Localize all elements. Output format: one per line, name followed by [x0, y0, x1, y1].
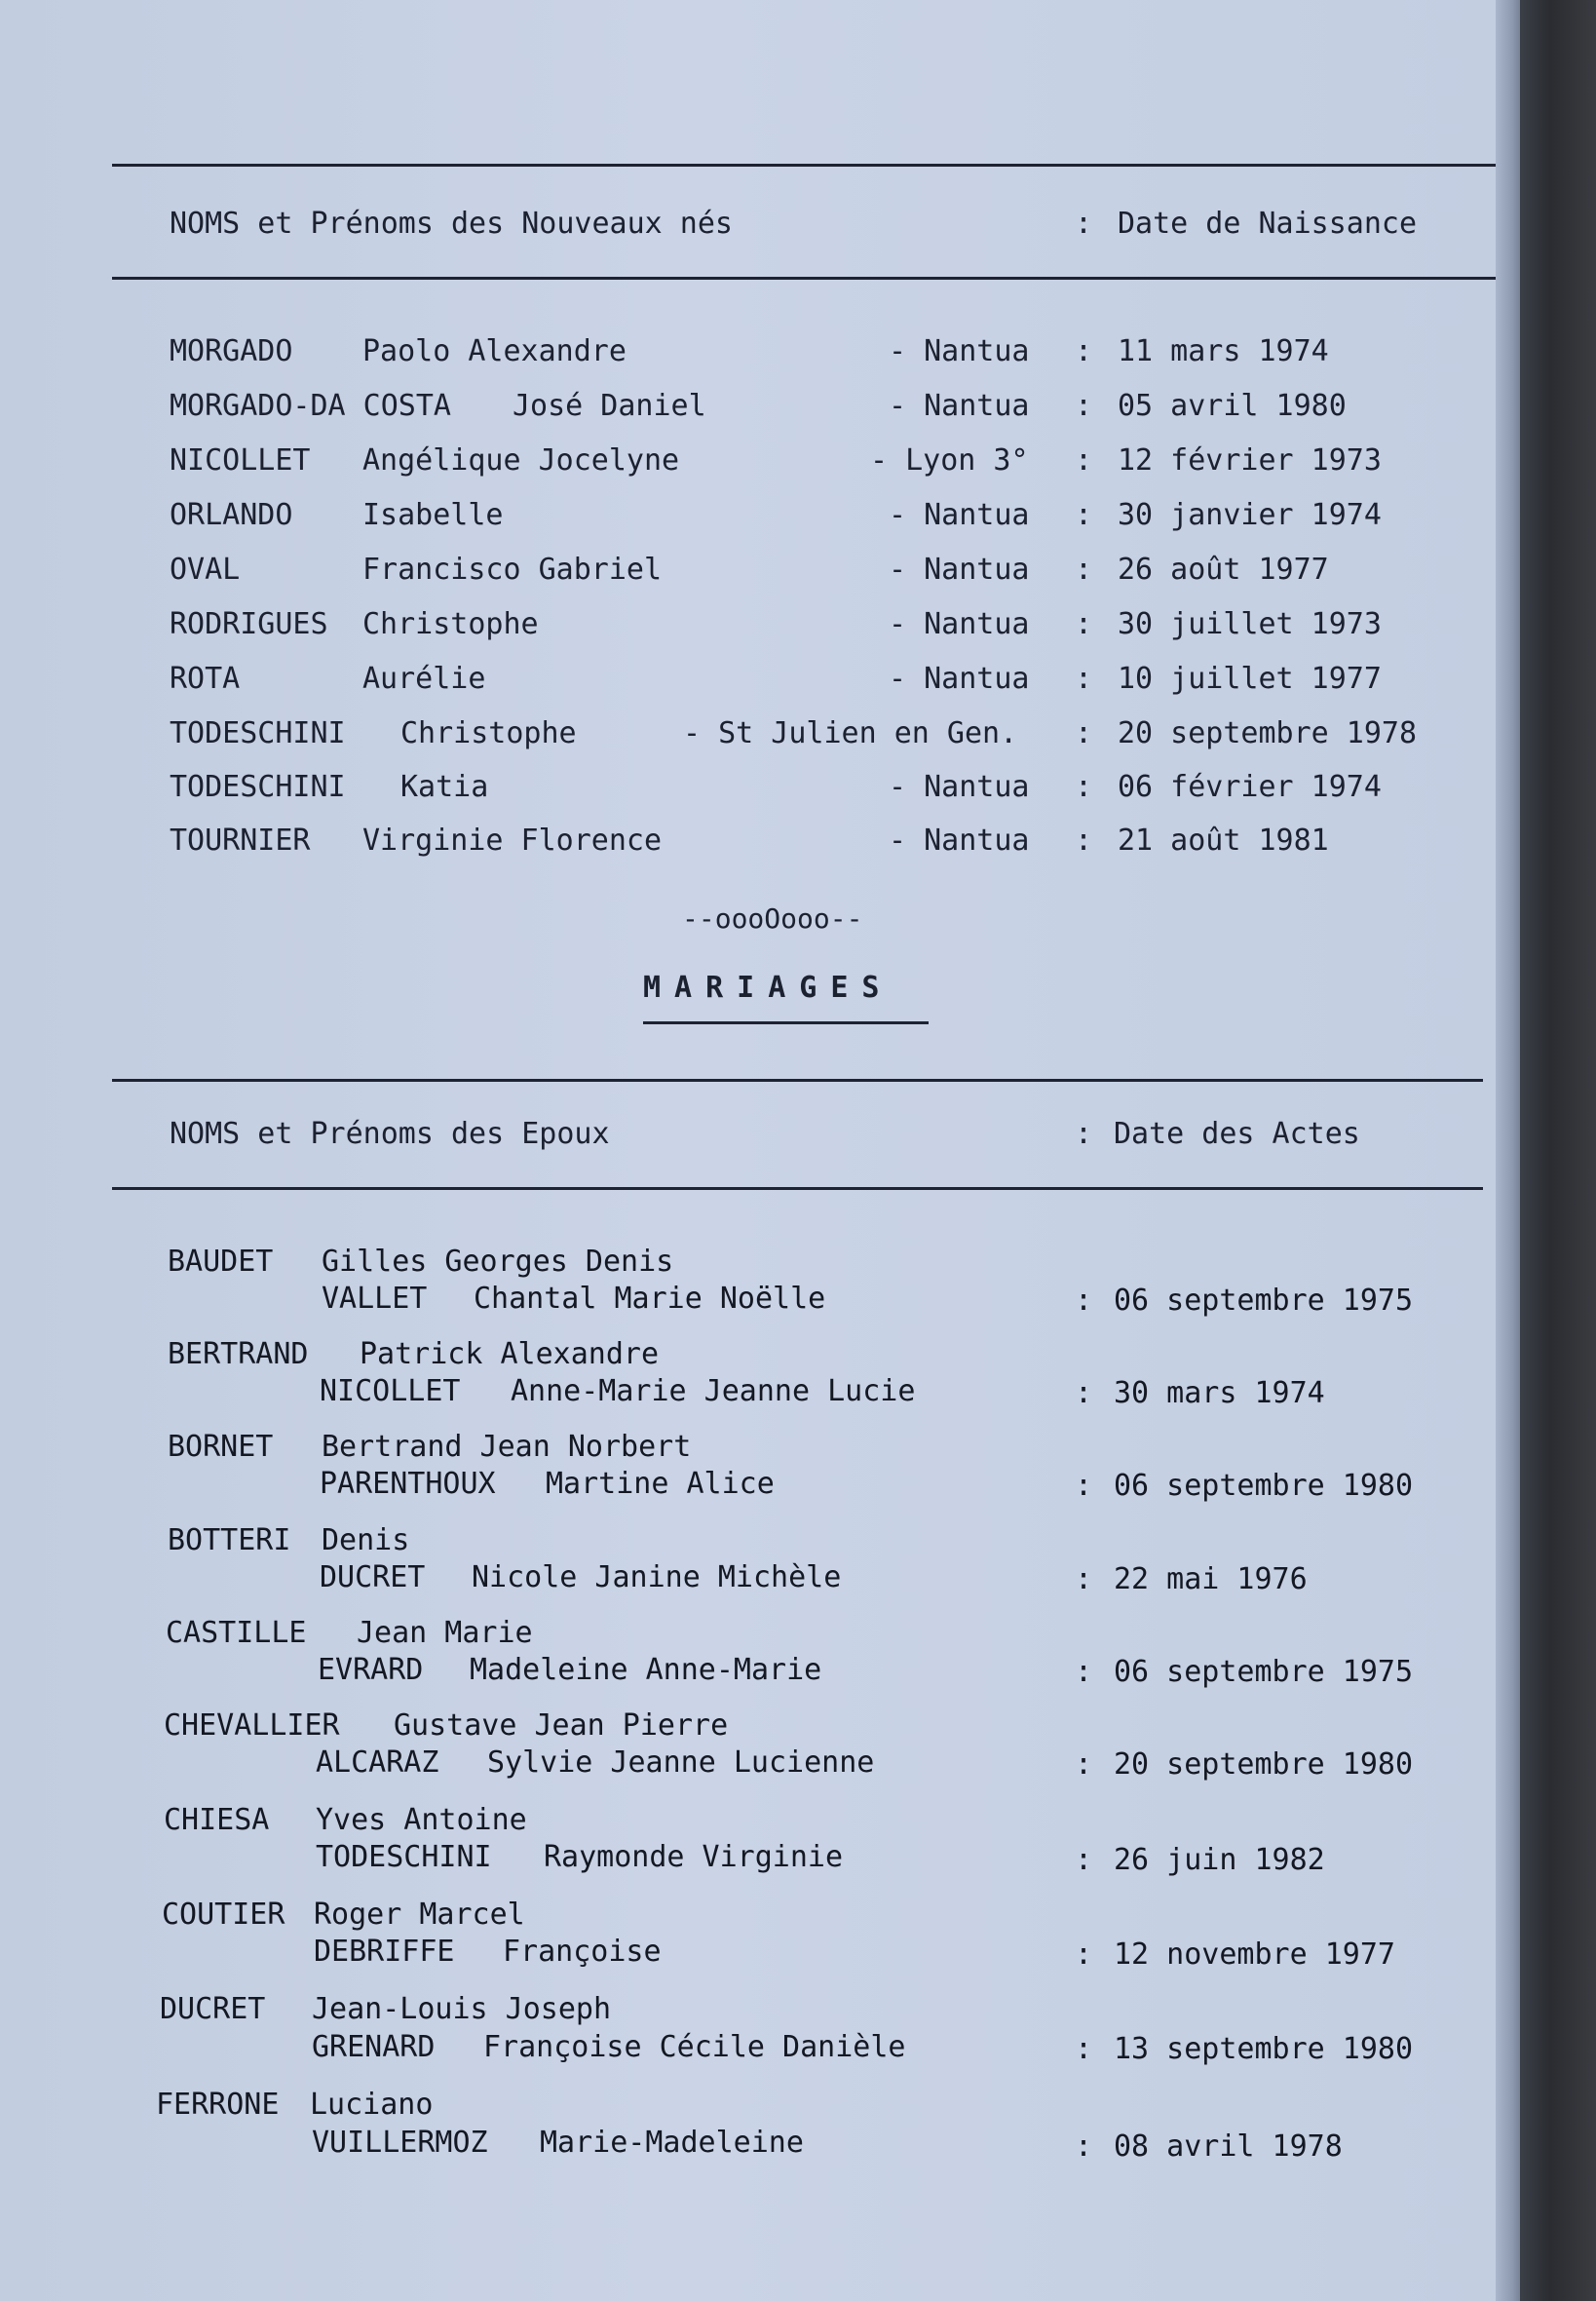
marriages-title: MARIAGES: [643, 971, 893, 1005]
wife-surname: PARENTHOUX: [320, 1467, 496, 1501]
marriage-date: 22 mai 1976: [1114, 1562, 1308, 1596]
birth-surname: NICOLLET: [170, 443, 311, 478]
marriage-date: 12 novembre 1977: [1114, 1937, 1395, 1972]
marriages-title-underline: [643, 1021, 929, 1024]
birth-colon: :: [1075, 662, 1093, 696]
wife-given-name: Marie-Madeleine: [540, 2126, 804, 2160]
births-header-colon: :: [1075, 207, 1093, 241]
marriage-colon: :: [1075, 2129, 1093, 2164]
husband-given-name: Gustave Jean Pierre: [394, 1708, 729, 1743]
wife-given-name: Françoise Cécile Danièle: [483, 2030, 906, 2064]
husband-given-name: Luciano: [310, 2088, 434, 2122]
birth-place: - Nantua: [889, 553, 1030, 587]
marriage-date: 06 septembre 1975: [1114, 1655, 1414, 1689]
marriage-colon: :: [1075, 1376, 1093, 1410]
wife-given-name: Madeleine Anne-Marie: [470, 1653, 822, 1687]
birth-date: 10 juillet 1977: [1118, 662, 1382, 696]
marriage-date: 06 septembre 1975: [1114, 1284, 1414, 1318]
birth-colon: :: [1075, 607, 1093, 641]
birth-colon: :: [1075, 553, 1093, 587]
husband-surname: DUCRET: [160, 1992, 266, 2026]
wife-surname: NICOLLET: [320, 1374, 461, 1408]
birth-date: 21 août 1981: [1118, 824, 1329, 858]
wife-surname: DUCRET: [320, 1560, 426, 1594]
husband-surname: COUTIER: [162, 1898, 285, 1932]
husband-surname: BERTRAND: [168, 1337, 309, 1371]
section-separator: --oooOooo--: [682, 902, 863, 935]
birth-given-name: José Daniel: [513, 389, 706, 423]
marriage-date: 08 avril 1978: [1114, 2129, 1343, 2164]
birth-date: 11 mars 1974: [1118, 334, 1329, 368]
birth-place: - Nantua: [889, 770, 1030, 804]
birth-surname: TODESCHINI: [170, 716, 346, 750]
marriage-date: 30 mars 1974: [1114, 1376, 1325, 1410]
husband-given-name: Jean-Louis Joseph: [312, 1992, 612, 2026]
marriage-colon: :: [1075, 1469, 1093, 1503]
birth-place: - Nantua: [889, 607, 1030, 641]
husband-surname: CHEVALLIER: [164, 1708, 340, 1743]
birth-place: - Nantua: [889, 334, 1030, 368]
wife-surname: GRENARD: [312, 2030, 436, 2064]
marriage-colon: :: [1075, 1937, 1093, 1972]
birth-given-name: Virginie Florence: [362, 824, 663, 858]
wife-given-name: Sylvie Jeanne Lucienne: [487, 1745, 875, 1780]
birth-colon: :: [1075, 389, 1093, 423]
birth-surname: RODRIGUES: [170, 607, 328, 641]
marriages-header-colon: :: [1075, 1117, 1093, 1151]
wife-given-name: Chantal Marie Noëlle: [474, 1282, 826, 1316]
birth-date: 30 janvier 1974: [1118, 498, 1382, 532]
birth-given-name: Aurélie: [362, 662, 486, 696]
wife-surname: ALCARAZ: [316, 1745, 439, 1780]
birth-place: - St Julien en Gen.: [683, 716, 1018, 750]
wife-surname: VALLET: [322, 1282, 428, 1316]
birth-colon: :: [1075, 443, 1093, 478]
birth-date: 06 février 1974: [1118, 770, 1382, 804]
birth-place: - Nantua: [889, 498, 1030, 532]
wife-surname: VUILLERMOZ: [312, 2126, 488, 2160]
marriage-colon: :: [1075, 2032, 1093, 2066]
husband-surname: BAUDET: [168, 1245, 274, 1279]
marriages-header-top-rule: [112, 1079, 1483, 1082]
birth-given-name: Angélique Jocelyne: [362, 443, 680, 478]
birth-given-name: Christophe: [362, 607, 539, 641]
wife-surname: DEBRIFFE: [314, 1935, 455, 1969]
marriage-colon: :: [1075, 1747, 1093, 1782]
birth-given-name: Isabelle: [362, 498, 504, 532]
birth-surname: OVAL: [170, 553, 241, 587]
birth-surname: ORLANDO: [170, 498, 293, 532]
marriage-colon: :: [1075, 1655, 1093, 1689]
birth-colon: :: [1075, 334, 1093, 368]
birth-surname: TODESCHINI: [170, 770, 346, 804]
husband-surname: BOTTERI: [168, 1523, 291, 1557]
wife-surname: TODESCHINI: [316, 1840, 492, 1874]
marriage-date: 20 septembre 1980: [1114, 1747, 1414, 1782]
birth-place: - Nantua: [889, 662, 1030, 696]
marriage-colon: :: [1075, 1843, 1093, 1877]
births-header-bottom-rule: [112, 277, 1496, 280]
birth-date: 26 août 1977: [1118, 553, 1329, 587]
husband-given-name: Roger Marcel: [314, 1898, 525, 1932]
book-binding: [1520, 0, 1596, 2301]
birth-colon: :: [1075, 716, 1093, 750]
husband-surname: CASTILLE: [166, 1616, 307, 1650]
husband-surname: FERRONE: [156, 2088, 280, 2122]
wife-surname: EVRARD: [318, 1653, 424, 1687]
births-header-top-rule: [112, 164, 1496, 167]
husband-surname: CHIESA: [164, 1803, 270, 1837]
marriage-date: 13 septembre 1980: [1114, 2032, 1414, 2066]
wife-given-name: Anne-Marie Jeanne Lucie: [511, 1374, 916, 1408]
husband-given-name: Bertrand Jean Norbert: [322, 1430, 692, 1464]
marriage-date: 06 septembre 1980: [1114, 1469, 1414, 1503]
wife-given-name: Martine Alice: [546, 1467, 775, 1501]
marriage-colon: :: [1075, 1284, 1093, 1318]
birth-given-name: Francisco Gabriel: [362, 553, 663, 587]
husband-given-name: Patrick Alexandre: [360, 1337, 660, 1371]
birth-place: - Nantua: [889, 389, 1030, 423]
birth-date: 30 juillet 1973: [1118, 607, 1382, 641]
birth-surname: TOURNIER: [170, 824, 311, 858]
birth-surname: MORGADO: [170, 334, 293, 368]
marriage-colon: :: [1075, 1562, 1093, 1596]
birth-date: 20 septembre 1978: [1118, 716, 1418, 750]
birth-given-name: Christophe: [400, 716, 577, 750]
birth-place: - Nantua: [889, 824, 1030, 858]
wife-given-name: Françoise: [503, 1935, 662, 1969]
births-header-names: NOMS et Prénoms des Nouveaux nés: [170, 207, 733, 241]
husband-given-name: Gilles Georges Denis: [322, 1245, 674, 1279]
page-fold-shadow: [1496, 0, 1523, 2301]
birth-surname: ROTA: [170, 662, 241, 696]
birth-colon: :: [1075, 824, 1093, 858]
birth-given-name: Katia: [400, 770, 489, 804]
marriages-header-bottom-rule: [112, 1187, 1483, 1190]
birth-date: 05 avril 1980: [1118, 389, 1347, 423]
husband-surname: BORNET: [168, 1430, 274, 1464]
marriage-date: 26 juin 1982: [1114, 1843, 1325, 1877]
birth-surname: MORGADO-DA COSTA: [170, 389, 451, 423]
husband-given-name: Jean Marie: [357, 1616, 533, 1650]
births-header-date: Date de Naissance: [1118, 207, 1418, 241]
husband-given-name: Denis: [322, 1523, 410, 1557]
marriages-header-names: NOMS et Prénoms des Epoux: [170, 1117, 610, 1151]
birth-colon: :: [1075, 770, 1093, 804]
birth-given-name: Paolo Alexandre: [362, 334, 627, 368]
husband-given-name: Yves Antoine: [316, 1803, 527, 1837]
birth-colon: :: [1075, 498, 1093, 532]
marriages-header-date: Date des Actes: [1114, 1117, 1360, 1151]
birth-place: - Lyon 3°: [870, 443, 1029, 478]
birth-date: 12 février 1973: [1118, 443, 1382, 478]
wife-given-name: Nicole Janine Michèle: [472, 1560, 842, 1594]
wife-given-name: Raymonde Virginie: [544, 1840, 844, 1874]
